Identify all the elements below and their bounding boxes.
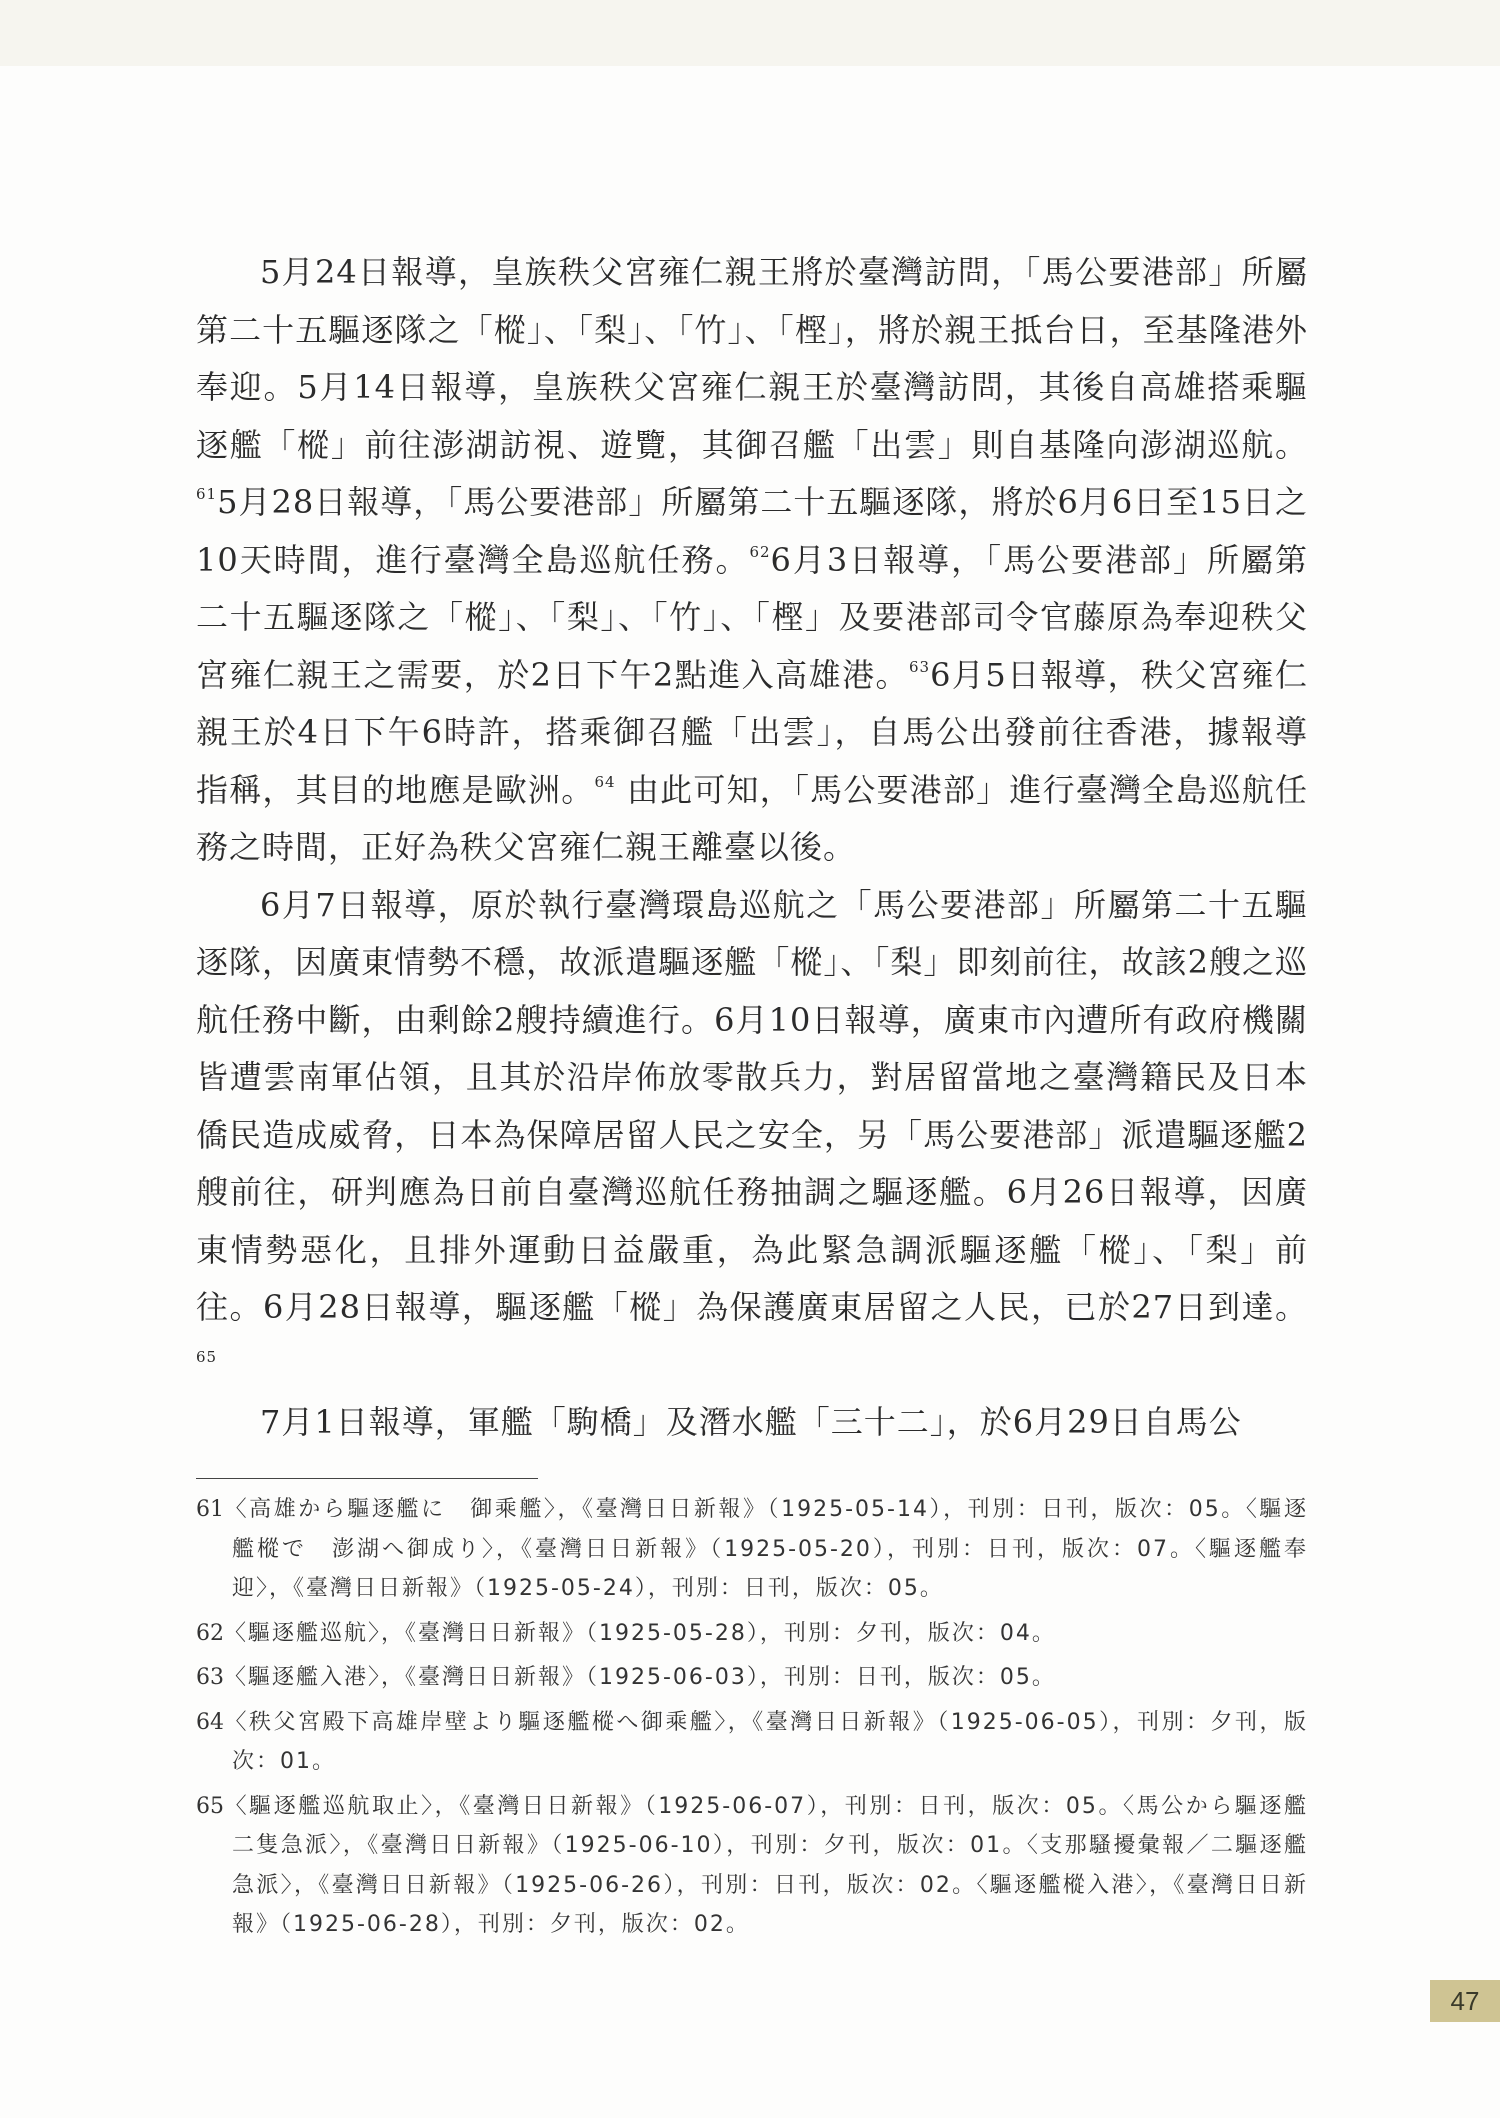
- footnotes: [196, 1490, 1333, 1950]
- footnote-number: 62: [196, 1620, 224, 1646]
- footnote-number: 63: [196, 1665, 224, 1690]
- footnote-ref-64[interactable]: 64: [594, 772, 616, 791]
- footnote-text: 〈驅逐艦巡航〉，《臺灣日日新報》（1925-05-28），刊別：夕刊，版次：04。: [224, 1620, 1056, 1646]
- footnote-ref-65[interactable]: 65: [196, 1347, 218, 1366]
- paragraph-text: 6月7日報導，原於執行臺灣環島巡航之「馬公要港部」所屬第二十五驅逐隊，因廣東情勢不穩，故派遣驅逐艦「樅」、「梨」即刻前往，故該2艘之巡航任務中斷，由剩餘2艘持續進行。6月10日報導，廣東市內遭所有政府機關皆遭雲南軍佔領，且其於沿岸佈放零散兵力，對居留當地之臺灣籍民及日本僑民造成威脅，日本為保障居留人民之安全，另「馬公要港部」派遣驅逐艦2艘前往，研判應為日前自臺灣巡航任務抽調之驅逐艦。6月26日報導，因廣東情勢惡化，且排外運動日益嚴重，為此緊急調派驅逐艦「樅」、「梨」前往。6月28日報導，驅逐艦「樅」為保護廣東居留之人民，已於27日到達。: [196, 885, 1308, 1326]
- footnote-ref-63[interactable]: 63: [909, 657, 931, 676]
- paragraph-text: 6月5日報導，秩父宮雍仁親王於4日下午6時許，搭乘御召艦「出雲」，自馬公出發前往香港，據報導指稱，其目的地應是歐洲。: [196, 655, 1308, 809]
- footnote-text: 〈高雄から驅逐艦に 御乘艦〉，《臺灣日日新報》（1925-05-14），刊別：日刊，版次：05。〈驅逐艦樅で 澎湖へ御成り〉，《臺灣日日新報》（1925-05-20），刊別：日刊，版次：07。〈驅逐艦奉迎〉，《臺灣日日新報》（1925-05-24），刊別：日刊，版次：05。: [224, 1497, 1308, 1601]
- paragraph-text: 6月3日報導，「馬公要港部」所屬第二十五驅逐隊之「樅」、「梨」、「竹」、「樫」及要港部司令官藤原為奉迎秩父宮雍仁親王之需要，於2日下午2點進入高雄港。: [196, 540, 1308, 694]
- footnote-ref-62[interactable]: 62: [749, 542, 771, 561]
- paragraph: [196, 1394, 1308, 1452]
- footnote-text: 〈驅逐艦巡航取止〉，《臺灣日日新報》（1925-06-07），刊別：日刊，版次：05。〈馬公から驅逐艦 二隻急派〉，《臺灣日日新報》（1925-06-10），刊別：夕刊，版次：01。〈支那騷擾彙報／二驅逐艦 急派〉，《臺灣日日新報》（1925-06-26），刊別：日刊，版次：02。〈驅逐艦樅入港〉，《臺灣日日新報》（1925-06-28），刊別：夕刊，版次：02。: [224, 1793, 1333, 1937]
- footnote-number: 65: [196, 1793, 224, 1819]
- footnote: [196, 1490, 1308, 1609]
- paragraph: [196, 244, 1308, 877]
- paragraph: [196, 877, 1308, 1395]
- page-number: 47: [1430, 1980, 1500, 2022]
- footnote: [196, 1658, 1308, 1698]
- paragraph-text: 5月28日報導，「馬公要港部」所屬第二十五驅逐隊，將於6月6日至15日之10天時間，進行臺灣全島巡航任務。: [196, 483, 1308, 579]
- paragraph-text: 7月1日報導，軍艦「駒橋」及潛水艦「三十二」，於6月29日自馬公: [260, 1403, 1242, 1441]
- footnote: [196, 1614, 1308, 1654]
- page-top-band: [0, 0, 1500, 66]
- footnote-number: 64: [196, 1709, 224, 1735]
- footnote-text: 〈秩父宮殿下高雄岸壁より驅逐艦樅へ御乘艦〉，《臺灣日日新報》（1925-06-05），刊別：夕刊，版次：01。: [224, 1709, 1308, 1774]
- paragraph-text: 由此可知，「馬公要港部」進行臺灣全島巡航任務之時間，正好為秩父宮雍仁親王離臺以後。: [196, 770, 1308, 866]
- footnote-divider: [196, 1478, 538, 1479]
- footnote: [196, 1703, 1308, 1782]
- footnote-ref-61[interactable]: 61: [196, 485, 218, 503]
- footnote-number: 61: [196, 1497, 224, 1522]
- paragraph-text: 5月24日報導，皇族秩父宮雍仁親王將於臺灣訪問，「馬公要港部」所屬第二十五驅逐隊之「樅」、「梨」、「竹」、「樫」，將於親王抵台日，至基隆港外奉迎。5月14日報導，皇族秩父宮雍仁親王於臺灣訪問，其後自高雄搭乘驅逐艦「樅」前往澎湖訪視、遊覽，其御召艦「出雲」則自基隆向澎湖巡航。: [196, 253, 1308, 464]
- body-text: [196, 244, 1308, 1452]
- footnote: [196, 1787, 1333, 1945]
- footnote-text: 〈驅逐艦入港〉，《臺灣日日新報》（1925-06-03），刊別：日刊，版次：05。: [224, 1665, 1056, 1690]
